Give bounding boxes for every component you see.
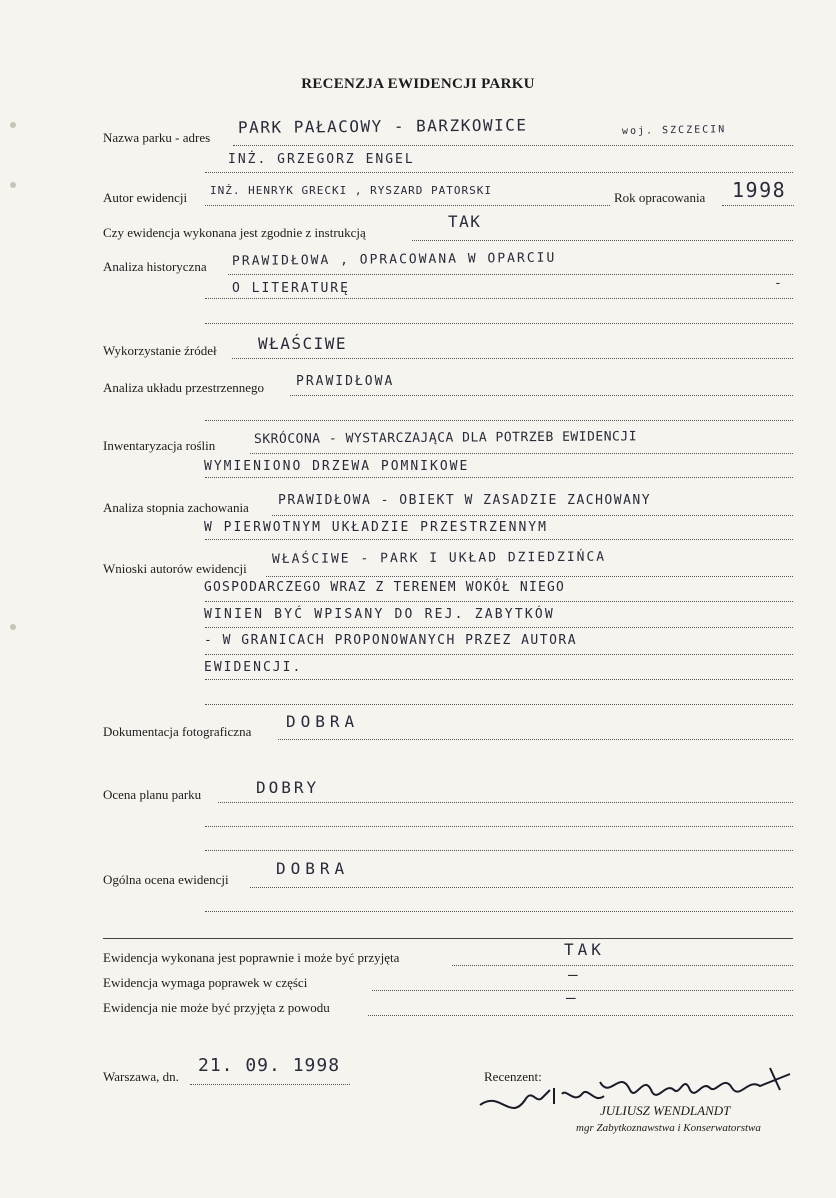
dotted-line	[272, 515, 793, 516]
dotted-line	[266, 576, 793, 577]
punch-hole	[10, 182, 16, 188]
dotted-line	[205, 627, 793, 628]
dotted-line	[372, 990, 793, 991]
punch-hole	[10, 122, 16, 128]
label-inwentaryzacja: Inwentaryzacja roślin	[103, 438, 216, 453]
hw-wnioski-1: WŁAŚCIWE - PARK I UKŁAD DZIEDZIŃCA	[271, 549, 607, 567]
dotted-line	[228, 274, 793, 275]
label-stopien-zachowania: Analiza stopnia zachowania	[103, 500, 249, 515]
dotted-line	[205, 172, 793, 173]
hw-nazwa-line2: INŻ. GRZEGORZ ENGEL	[228, 152, 415, 167]
hw-inwentaryzacja-2: WYMIENIONO DRZEWA POMNIKOWE	[204, 459, 470, 474]
hw-plan: DOBRY	[256, 778, 320, 797]
dotted-line	[218, 802, 793, 803]
hw-historyczna-1: PRAWIDŁOWA , OPRACOWANA W OPARCIU	[231, 250, 557, 269]
label-uklad-przestrzenny: Analiza układu przestrzennego	[103, 380, 264, 395]
hw-foto: DOBRA	[286, 712, 360, 731]
hw-wnioski-5: EWIDENCJI.	[204, 660, 303, 675]
hw-uklad: PRAWIDŁOWA	[296, 374, 395, 389]
document-title: RECENZJA EWIDENCJI PARKU	[301, 76, 535, 92]
dotted-line	[722, 205, 794, 206]
label-poprawki: Ewidencja wymaga poprawek w części	[103, 975, 308, 990]
reviewer-name: JULIUSZ WENDLANDT	[600, 1103, 731, 1118]
hw-zrodla: WŁAŚCIWE	[258, 334, 348, 353]
dotted-line	[250, 887, 793, 888]
label-wykorzystanie-zrodel: Wykorzystanie źródeł	[103, 343, 217, 358]
hw-zachowanie-2: W PIERWOTNYM UKŁADZIE PRZESTRZENNYM	[204, 520, 548, 535]
dotted-line	[205, 205, 610, 206]
hw-poprawki: —	[568, 965, 580, 984]
dotted-line	[205, 679, 793, 680]
label-dokumentacja-fotograficzna: Dokumentacja fotograficzna	[103, 724, 252, 739]
punch-hole	[10, 624, 16, 630]
dotted-line	[452, 965, 793, 966]
hw-historyczna-2: O LITERATURĘ	[232, 281, 350, 296]
dotted-line	[290, 395, 793, 396]
label-autor: Autor ewidencji	[103, 190, 188, 205]
hw-wojewodztwo: woj. SZCZECIN	[621, 124, 727, 137]
hw-instrukcja: TAK	[448, 212, 482, 231]
label-nie-przyjeta: Ewidencja nie może być przyjęta z powodu	[103, 1000, 330, 1015]
hw-zachowanie-1: PRAWIDŁOWA - OBIEKT W ZASADZIE ZACHOWANY	[278, 493, 652, 508]
dotted-line	[205, 826, 793, 827]
hw-nie-przyjeta: —	[566, 988, 578, 1007]
hw-wnioski-4: - W GRANICACH PROPONOWANYCH PRZEZ AUTORA	[204, 633, 578, 648]
hw-wnioski-3: WINIEN BYĆ WPISANY DO REJ. ZABYTKÓW	[204, 607, 555, 622]
label-wnioski: Wnioski autorów ewidencji	[103, 561, 247, 576]
hw-inwentaryzacja-1: SKRÓCONA - WYSTARCZAJĄCA DLA POTRZEB EWIDENCJI	[253, 429, 638, 447]
dotted-line	[205, 704, 793, 705]
dotted-line	[232, 358, 793, 359]
hw-ogolna: DOBRA	[276, 859, 350, 878]
label-recenzent: Recenzent:	[484, 1069, 542, 1084]
separator-line	[103, 938, 793, 939]
dotted-line	[278, 739, 793, 740]
dotted-line	[205, 420, 793, 421]
label-nazwa-parku: Nazwa parku - adres	[103, 130, 211, 145]
dotted-line	[205, 601, 793, 602]
reviewer-title: mgr Zabytkoznawstwa i Konserwatorstwa	[576, 1122, 761, 1134]
dotted-line	[205, 911, 793, 912]
hw-przyjeta: TAK	[564, 940, 605, 959]
dotted-line	[205, 539, 793, 540]
dotted-line	[250, 453, 793, 454]
dotted-line	[205, 323, 793, 324]
label-rok: Rok opracowania	[614, 190, 706, 205]
hw-nazwa-parku: PARK PAŁACOWY - BARZKOWICE	[237, 115, 528, 137]
label-instrukcja: Czy ewidencja wykonana jest zgodnie z instrukcją	[103, 225, 366, 240]
label-przyjeta: Ewidencja wykonana jest poprawnie i może być przyjęta	[103, 950, 400, 965]
hw-autor: INŻ. HENRYK GRECKI , RYSZARD PATORSKI	[210, 184, 493, 197]
label-ogolna-ocena: Ogólna ocena ewidencji	[103, 872, 229, 887]
dotted-line	[205, 298, 793, 299]
dotted-line	[205, 477, 793, 478]
dotted-line	[190, 1084, 350, 1085]
dotted-line	[412, 240, 793, 241]
label-miejsce-data: Warszawa, dn.	[103, 1069, 179, 1084]
dotted-line	[368, 1015, 793, 1016]
hw-wnioski-2: GOSPODARCZEGO WRAZ Z TERENEM WOKÓŁ NIEGO	[204, 580, 566, 595]
dotted-line	[205, 850, 793, 851]
dotted-line	[233, 145, 793, 146]
hw-data: 21. 09. 1998	[198, 1055, 341, 1076]
hw-rok: 1998	[732, 178, 787, 202]
label-analiza-historyczna: Analiza historyczna	[103, 259, 207, 274]
label-ocena-planu: Ocena planu parku	[103, 787, 202, 802]
reviewer-signature	[470, 1060, 810, 1130]
hw-historyczna-dash: -	[774, 276, 784, 291]
dotted-line	[205, 654, 793, 655]
